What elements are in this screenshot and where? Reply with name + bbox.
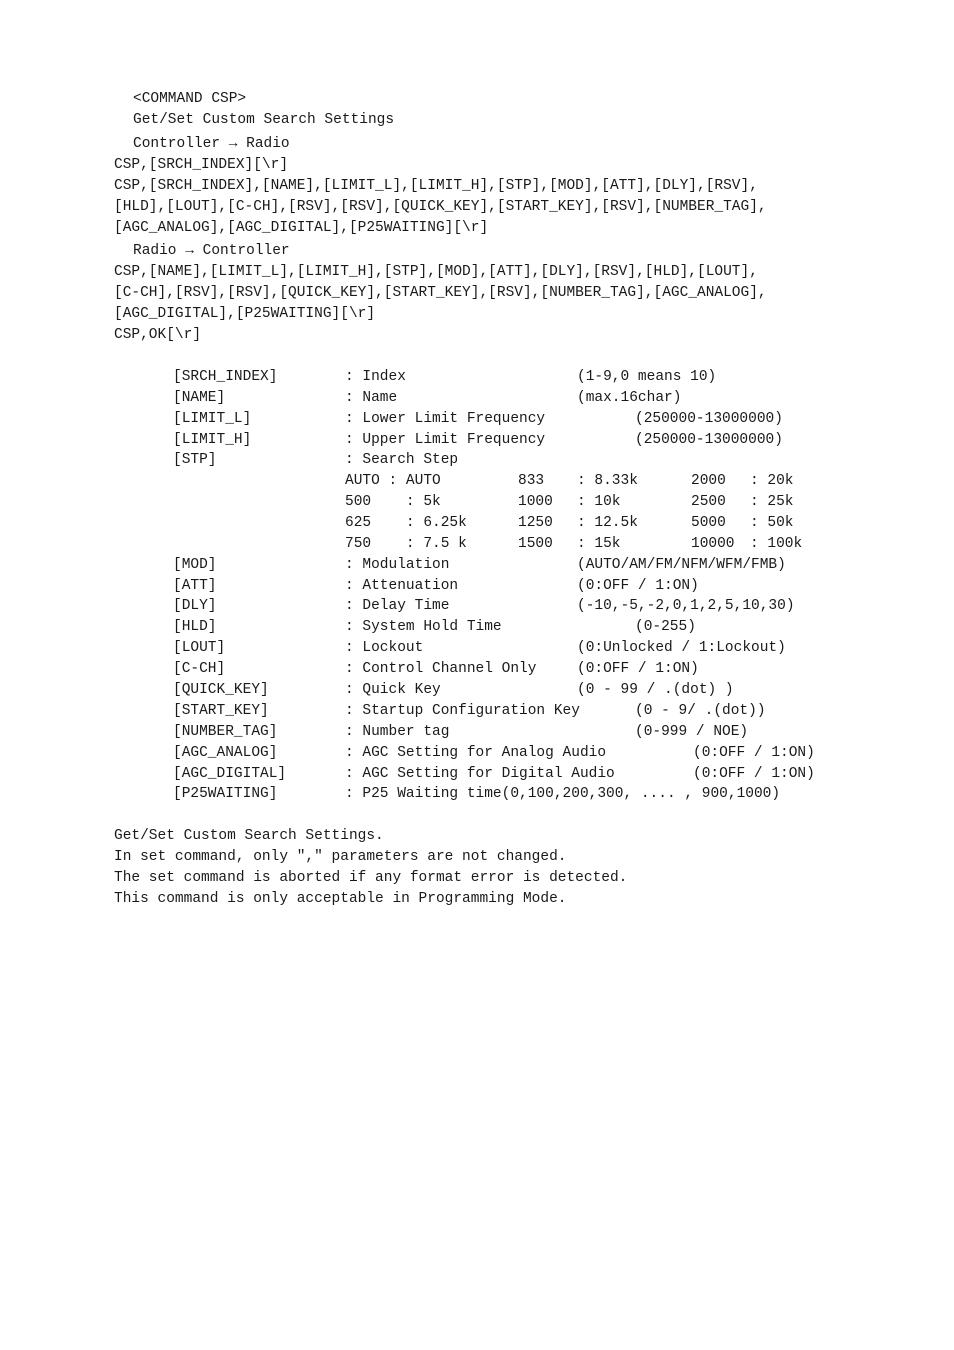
step-cell: 500 : 5k <box>345 494 441 510</box>
param-desc: : Index <box>345 369 406 385</box>
param-range: (0:OFF / 1:ON) <box>693 745 815 761</box>
param-desc: : System Hold Time <box>345 619 502 635</box>
param-range: (1-9,0 means 10) <box>577 369 717 385</box>
step-cell: AUTO : AUTO <box>345 473 441 489</box>
step-cell: 625 : 6.25k <box>345 515 467 531</box>
step-cell: 750 : 7.5 k <box>345 536 467 552</box>
param-range: (AUTO/AM/FM/NFM/WFM/FMB) <box>577 557 786 573</box>
radio-line: [C-CH],[RSV],[RSV],[QUICK_KEY],[START_KEY],[RSV],[NUMBER_TAG],[AGC_ANALOG], <box>114 285 767 301</box>
command-subtitle: Get/Set Custom Search Settings <box>133 112 395 128</box>
controller-line: CSP,[SRCH_INDEX],[NAME],[LIMIT_L],[LIMIT_H],[STP],[MOD],[ATT],[DLY],[RSV], <box>114 178 758 194</box>
param-range: (0-255) <box>635 619 696 635</box>
controller-line: [HLD],[LOUT],[C-CH],[RSV],[RSV],[QUICK_KEY],[START_KEY],[RSV],[NUMBER_TAG], <box>114 199 767 215</box>
step-cell: : 25k <box>750 494 794 510</box>
step-cell: : 20k <box>750 473 794 489</box>
param-name: [SRCH_INDEX] <box>173 369 278 385</box>
param-name: [START_KEY] <box>173 703 269 719</box>
step-cell: 1000 <box>518 494 553 510</box>
step-cell: : 12.5k <box>577 515 638 531</box>
param-desc: : AGC Setting for Analog Audio <box>345 745 607 761</box>
param-desc: : AGC Setting for Digital Audio <box>345 766 615 782</box>
param-name: [AGC_DIGITAL] <box>173 766 287 782</box>
param-desc: : Upper Limit Frequency <box>345 432 546 448</box>
param-range: (0-999 / NOE) <box>635 724 749 740</box>
param-desc: : P25 Waiting time(0,100,200,300, .... , 900,1000) <box>345 786 781 802</box>
note-line: In set command, only "," parameters are not changed. <box>114 849 567 865</box>
param-name: [C-CH] <box>173 661 226 677</box>
command-title: <COMMAND CSP> <box>133 91 247 107</box>
param-range: (max.16char) <box>577 390 682 406</box>
step-cell: 5000 <box>691 515 726 531</box>
step-cell: 833 <box>518 473 545 489</box>
param-name: [LIMIT_L] <box>173 411 252 427</box>
direction-controller-to-radio: Controller → Radio <box>133 136 290 152</box>
step-cell: 2500 <box>691 494 726 510</box>
param-desc: : Control Channel Only <box>345 661 537 677</box>
direction-radio-to-controller: Radio → Controller <box>133 243 290 259</box>
radio-line: CSP,OK[\r] <box>114 327 202 343</box>
radio-line: CSP,[NAME],[LIMIT_L],[LIMIT_H],[STP],[MOD],[ATT],[DLY],[RSV],[HLD],[LOUT], <box>114 264 758 280</box>
param-desc: : Number tag <box>345 724 450 740</box>
step-cell: : 15k <box>577 536 621 552</box>
step-cell: 2000 <box>691 473 726 489</box>
param-desc: : Lower Limit Frequency <box>345 411 546 427</box>
param-range: (0:Unlocked / 1:Lockout) <box>577 640 786 656</box>
step-cell: : 8.33k <box>577 473 638 489</box>
param-range: (0:OFF / 1:ON) <box>577 661 699 677</box>
note-line: The set command is aborted if any format error is detected. <box>114 870 628 886</box>
param-name: [QUICK_KEY] <box>173 682 269 698</box>
step-cell: : 10k <box>577 494 621 510</box>
param-range: (250000-13000000) <box>635 411 783 427</box>
param-name: [STP] <box>173 452 217 468</box>
controller-line: CSP,[SRCH_INDEX][\r] <box>114 157 289 173</box>
param-name: [AGC_ANALOG] <box>173 745 278 761</box>
note-line: Get/Set Custom Search Settings. <box>114 828 384 844</box>
param-name: [MOD] <box>173 557 217 573</box>
param-name: [DLY] <box>173 598 217 614</box>
param-desc: : Startup Configuration Key <box>345 703 580 719</box>
controller-line: [AGC_ANALOG],[AGC_DIGITAL],[P25WAITING][\r] <box>114 220 489 236</box>
step-cell: 1250 <box>518 515 553 531</box>
param-range: (0 - 9/ .(dot)) <box>635 703 766 719</box>
step-cell: 10000 <box>691 536 735 552</box>
param-range: (0:OFF / 1:ON) <box>693 766 815 782</box>
param-name: [P25WAITING] <box>173 786 278 802</box>
step-cell: : 100k <box>750 536 803 552</box>
param-name: [LIMIT_H] <box>173 432 252 448</box>
param-desc: : Modulation <box>345 557 450 573</box>
param-name: [HLD] <box>173 619 217 635</box>
param-desc: : Quick Key <box>345 682 441 698</box>
param-desc: : Name <box>345 390 398 406</box>
param-desc: : Search Step <box>345 452 459 468</box>
param-range: (250000-13000000) <box>635 432 783 448</box>
radio-line: [AGC_DIGITAL],[P25WAITING][\r] <box>114 306 376 322</box>
param-name: [LOUT] <box>173 640 226 656</box>
param-desc: : Lockout <box>345 640 424 656</box>
step-cell: 1500 <box>518 536 553 552</box>
step-cell: : 50k <box>750 515 794 531</box>
param-name: [ATT] <box>173 578 217 594</box>
param-range: (-10,-5,-2,0,1,2,5,10,30) <box>577 598 795 614</box>
note-line: This command is only acceptable in Programming Mode. <box>114 891 567 907</box>
param-desc: : Delay Time <box>345 598 450 614</box>
param-range: (0 - 99 / .(dot) ) <box>577 682 734 698</box>
param-name: [NUMBER_TAG] <box>173 724 278 740</box>
param-desc: : Attenuation <box>345 578 459 594</box>
param-range: (0:OFF / 1:ON) <box>577 578 699 594</box>
param-name: [NAME] <box>173 390 226 406</box>
